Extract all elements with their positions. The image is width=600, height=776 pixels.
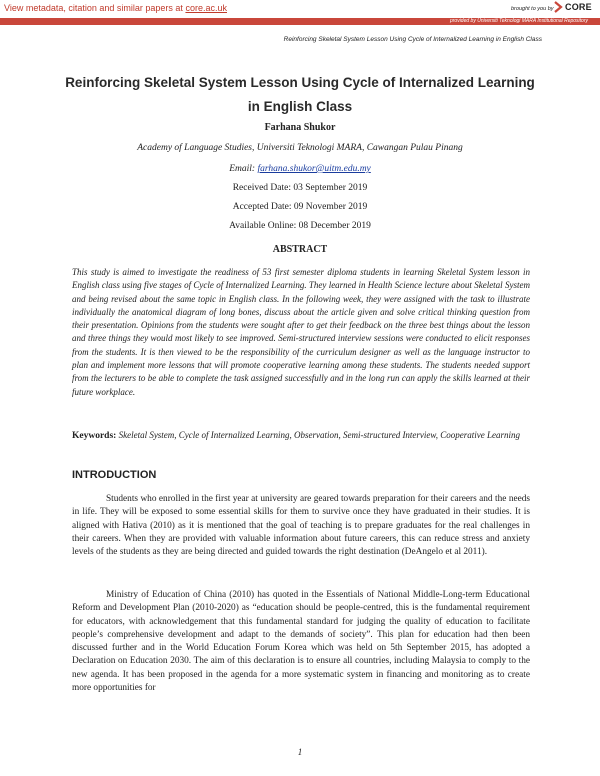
email-label: Email: — [229, 164, 256, 174]
abstract-heading: ABSTRACT — [272, 244, 328, 255]
author-affiliation: Academy of Language Studies, Universiti Teknologi MARA, Cawangan Pulau Pinang — [137, 143, 463, 153]
body-paragraph: Ministry of Education of China (2010) has quoted in the Essentials of National Middle-Long-term Educational Reform and Development Plan (2010-2020) as “education should be people-centred, this is the fundamental requirement for educators, with acknowledgement that this fundamental standard for judging the quality of education to facilitate people’s comprehensive development and adapt to the demands of society”. This plan for education had then been discussed further and in the World Education Forum Korea which was held on 5th September 2015, has adopted a Declaration on Education 2030. The aim of this declaration is to ensure all countries, including Malaysia to comply to the new agenda. It has been proposed in the agenda for a more systematic system in financing and monitoring as to create more opportunities for — [72, 590, 530, 694]
keywords-list: Skeletal System, Cycle of Internalized Learning, Observation, Semi-structured Interview, Cooperative Learning — [118, 430, 521, 440]
keywords-label: Keywords: — [72, 431, 117, 441]
email-address-link[interactable]: farhana.shukor@uitm.edu.my — [257, 164, 371, 174]
available-online-date: Available Online: 08 December 2019 — [229, 221, 371, 231]
core-logo[interactable] — [553, 1, 592, 13]
body-paragraph: Students who enrolled in the first year at university are geared towards preparation for their careers and the needs in life. They will be exposed to some essential skills for them to survive once they have graduated in their studies. It is aligned with Hativa (2010) as it is mentioned that the goal of teaching is to prepare graduates for the real challenges in their careers. When they are provided with valuable information about future careers, this can reduce stress and anxiety levels of the students as they are being directed and guided towards the right destination (DeAngelo et al 2011). — [72, 494, 530, 558]
received-date: Received Date: 03 September 2019 — [232, 183, 368, 193]
paper-title: Reinforcing Skeletal System Lesson Using Cycle of Internalized Learning in English Class — [65, 75, 535, 114]
introduction-heading: INTRODUCTION — [72, 469, 157, 481]
author-email — [60, 164, 540, 174]
core-chevron-icon — [553, 1, 563, 13]
brought-to-you-text: brought to you by — [511, 6, 554, 12]
accepted-date: Accepted Date: 09 November 2019 — [232, 202, 368, 212]
core-banner — [0, 0, 600, 30]
abstract-text: This study is aimed to investigate the readiness of 53 first semester diploma students in learning Skeletal System lesson in English class using five stages of Cycle of Internalized Learning. They learned in Health Science lecture about Skeletal System and being revised about the same topic in English class. In the following week, they were assigned with the task to illustrate individually the anatomical diagram of long bones, discuss about the article given and solve critical thinking question from their presentation. Opinions from the students were sought after to get their feedback on the three best things about the lesson and three things they would most likely to see improved. Semi-structured interview sessions were conducted to elicit responses from the students. It is then viewed to be the responsibility of the curriculum designer as well as the language instructor to plan and implement more lessons that will promote cooperative learning among these students. The students needed support from the lecturers to be able to complete the task assigned successfully and in the long run can apply the skills learned at their future workplace. — [72, 267, 530, 397]
core-site-link[interactable]: core.ac.uk — [185, 3, 227, 13]
running-head: Reinforcing Skeletal System Lesson Using Cycle of Internalized Learning in English Class — [283, 36, 542, 43]
core-logo-text: CORE — [565, 2, 592, 12]
keywords — [72, 429, 530, 444]
core-metadata-link[interactable] — [4, 3, 227, 13]
page-number: 1 — [297, 747, 303, 757]
provided-by-text: provided by Universiti Teknologi MARA Institutional Repository — [449, 18, 588, 24]
author-name: Farhana Shukor — [264, 122, 336, 133]
core-link-prefix: View metadata, citation and similar papers at — [4, 3, 183, 13]
